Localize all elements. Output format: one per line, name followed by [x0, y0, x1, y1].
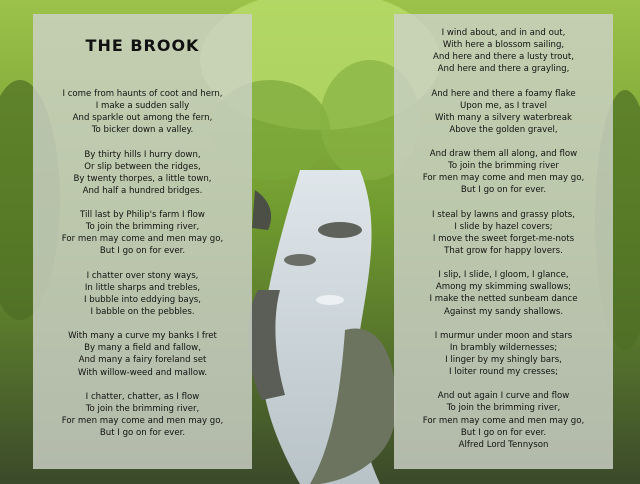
right-stanzas [394, 27, 613, 439]
poem-line: And here and there a grayling, [437, 64, 570, 75]
poem-line: And half a hundred bridges. [82, 185, 203, 196]
poem-line: With here a blossom sailing, [442, 40, 565, 51]
poem-line: And sparkle out among the fern, [72, 113, 213, 124]
stanza [394, 88, 613, 136]
poem-line: But I go on for ever. [460, 427, 547, 438]
poem-line: For men may come and men may go, [61, 234, 224, 245]
poem-line: To join the brimming river, [85, 222, 200, 233]
stanza [33, 330, 252, 378]
poem-line: By thirty hills I hurry down, [84, 149, 201, 160]
poem-line: I move the sweet forget-me-nots [432, 233, 575, 244]
poem-line: I chatter, chatter, as I flow [85, 391, 200, 402]
poem-author: Alfred Lord Tennyson [458, 439, 549, 450]
poem-line: For men may come and men may go, [422, 415, 585, 426]
poem-line: And here and there a lusty trout, [433, 52, 574, 63]
stanza [394, 209, 613, 257]
stanza [33, 88, 252, 136]
poem-line: With many a curve my banks I fret [68, 331, 217, 342]
stanza [394, 148, 613, 196]
poem-line: But I go on for ever. [99, 246, 186, 257]
poem-line: In little sharps and trebles, [84, 282, 201, 293]
poem-line: I murmur under moon and stars [434, 330, 573, 341]
stanza [394, 390, 613, 438]
poem-line: I slip, I slide, I gloom, I glance, [438, 270, 569, 281]
poem-title: THE BROOK [85, 36, 200, 55]
poem-right-panel [394, 14, 613, 469]
poem-line: And draw them all along, and flow [429, 149, 578, 160]
poem-line: I bubble into eddying bays, [84, 294, 201, 305]
stanza [394, 330, 613, 378]
poem-line: And many a fairy foreland set [78, 355, 207, 366]
poem-line: With many a silvery waterbreak [435, 112, 572, 123]
poem-line: To join the brimming river, [85, 403, 200, 414]
poem-line: I slide by hazel covers; [454, 221, 553, 232]
poem-line: For men may come and men may go, [61, 416, 224, 426]
poem-line: For men may come and men may go, [422, 173, 585, 184]
poem-line: I loiter round my cresses; [448, 367, 559, 378]
poem-line: Against my sandy shallows. [443, 306, 564, 317]
poem-line: Upon me, as I travel [460, 100, 547, 111]
poem-line: Above the golden gravel, [449, 124, 558, 135]
poem-line: Among my skimming swallows; [435, 282, 572, 293]
stanza [394, 269, 613, 317]
poem-line: I linger by my shingly bars, [445, 355, 562, 365]
poem-line: But I go on for ever. [460, 185, 547, 196]
poem-line: With willow-weed and mallow. [77, 367, 208, 378]
poem-line: To bicker down a valley. [91, 125, 194, 136]
stanza [33, 209, 252, 257]
poem-line: Or slip between the ridges, [84, 161, 201, 172]
stanza [394, 27, 613, 75]
stanza [33, 391, 252, 439]
poem-left-panel [33, 14, 252, 469]
poem-line: I make the netted sunbeam dance [429, 294, 578, 305]
poem-line: But I go on for ever. [99, 428, 186, 439]
poem-line: By twenty thorpes, a little town, [73, 173, 212, 184]
left-stanzas [33, 88, 252, 439]
poem-line: To join the brimming river [448, 161, 559, 172]
poem-line: I steal by lawns and grassy plots, [431, 209, 575, 220]
poem-line: To join the brimming river, [446, 403, 561, 414]
poem-line: By many a field and fallow, [84, 343, 201, 354]
stanza [33, 270, 252, 318]
poem-line: That grow for happy lovers. [444, 245, 563, 256]
stanza [33, 149, 252, 197]
poem-line: In brambly wildernesses; [449, 342, 558, 353]
poem-line: And here and there a foamy flake [431, 88, 576, 99]
poem-line: I babble on the pebbles. [90, 306, 195, 317]
poem-line: I make a sudden sally [95, 101, 190, 112]
poem-line: I chatter over stony ways, [86, 270, 199, 281]
poem-line: I wind about, and in and out, [441, 28, 566, 38]
poem-line: Till last by Philip's farm I flow [80, 210, 205, 221]
poem-line: I come from haunts of coot and hern, [62, 89, 223, 99]
poem-line: And out again I curve and flow [437, 391, 570, 402]
